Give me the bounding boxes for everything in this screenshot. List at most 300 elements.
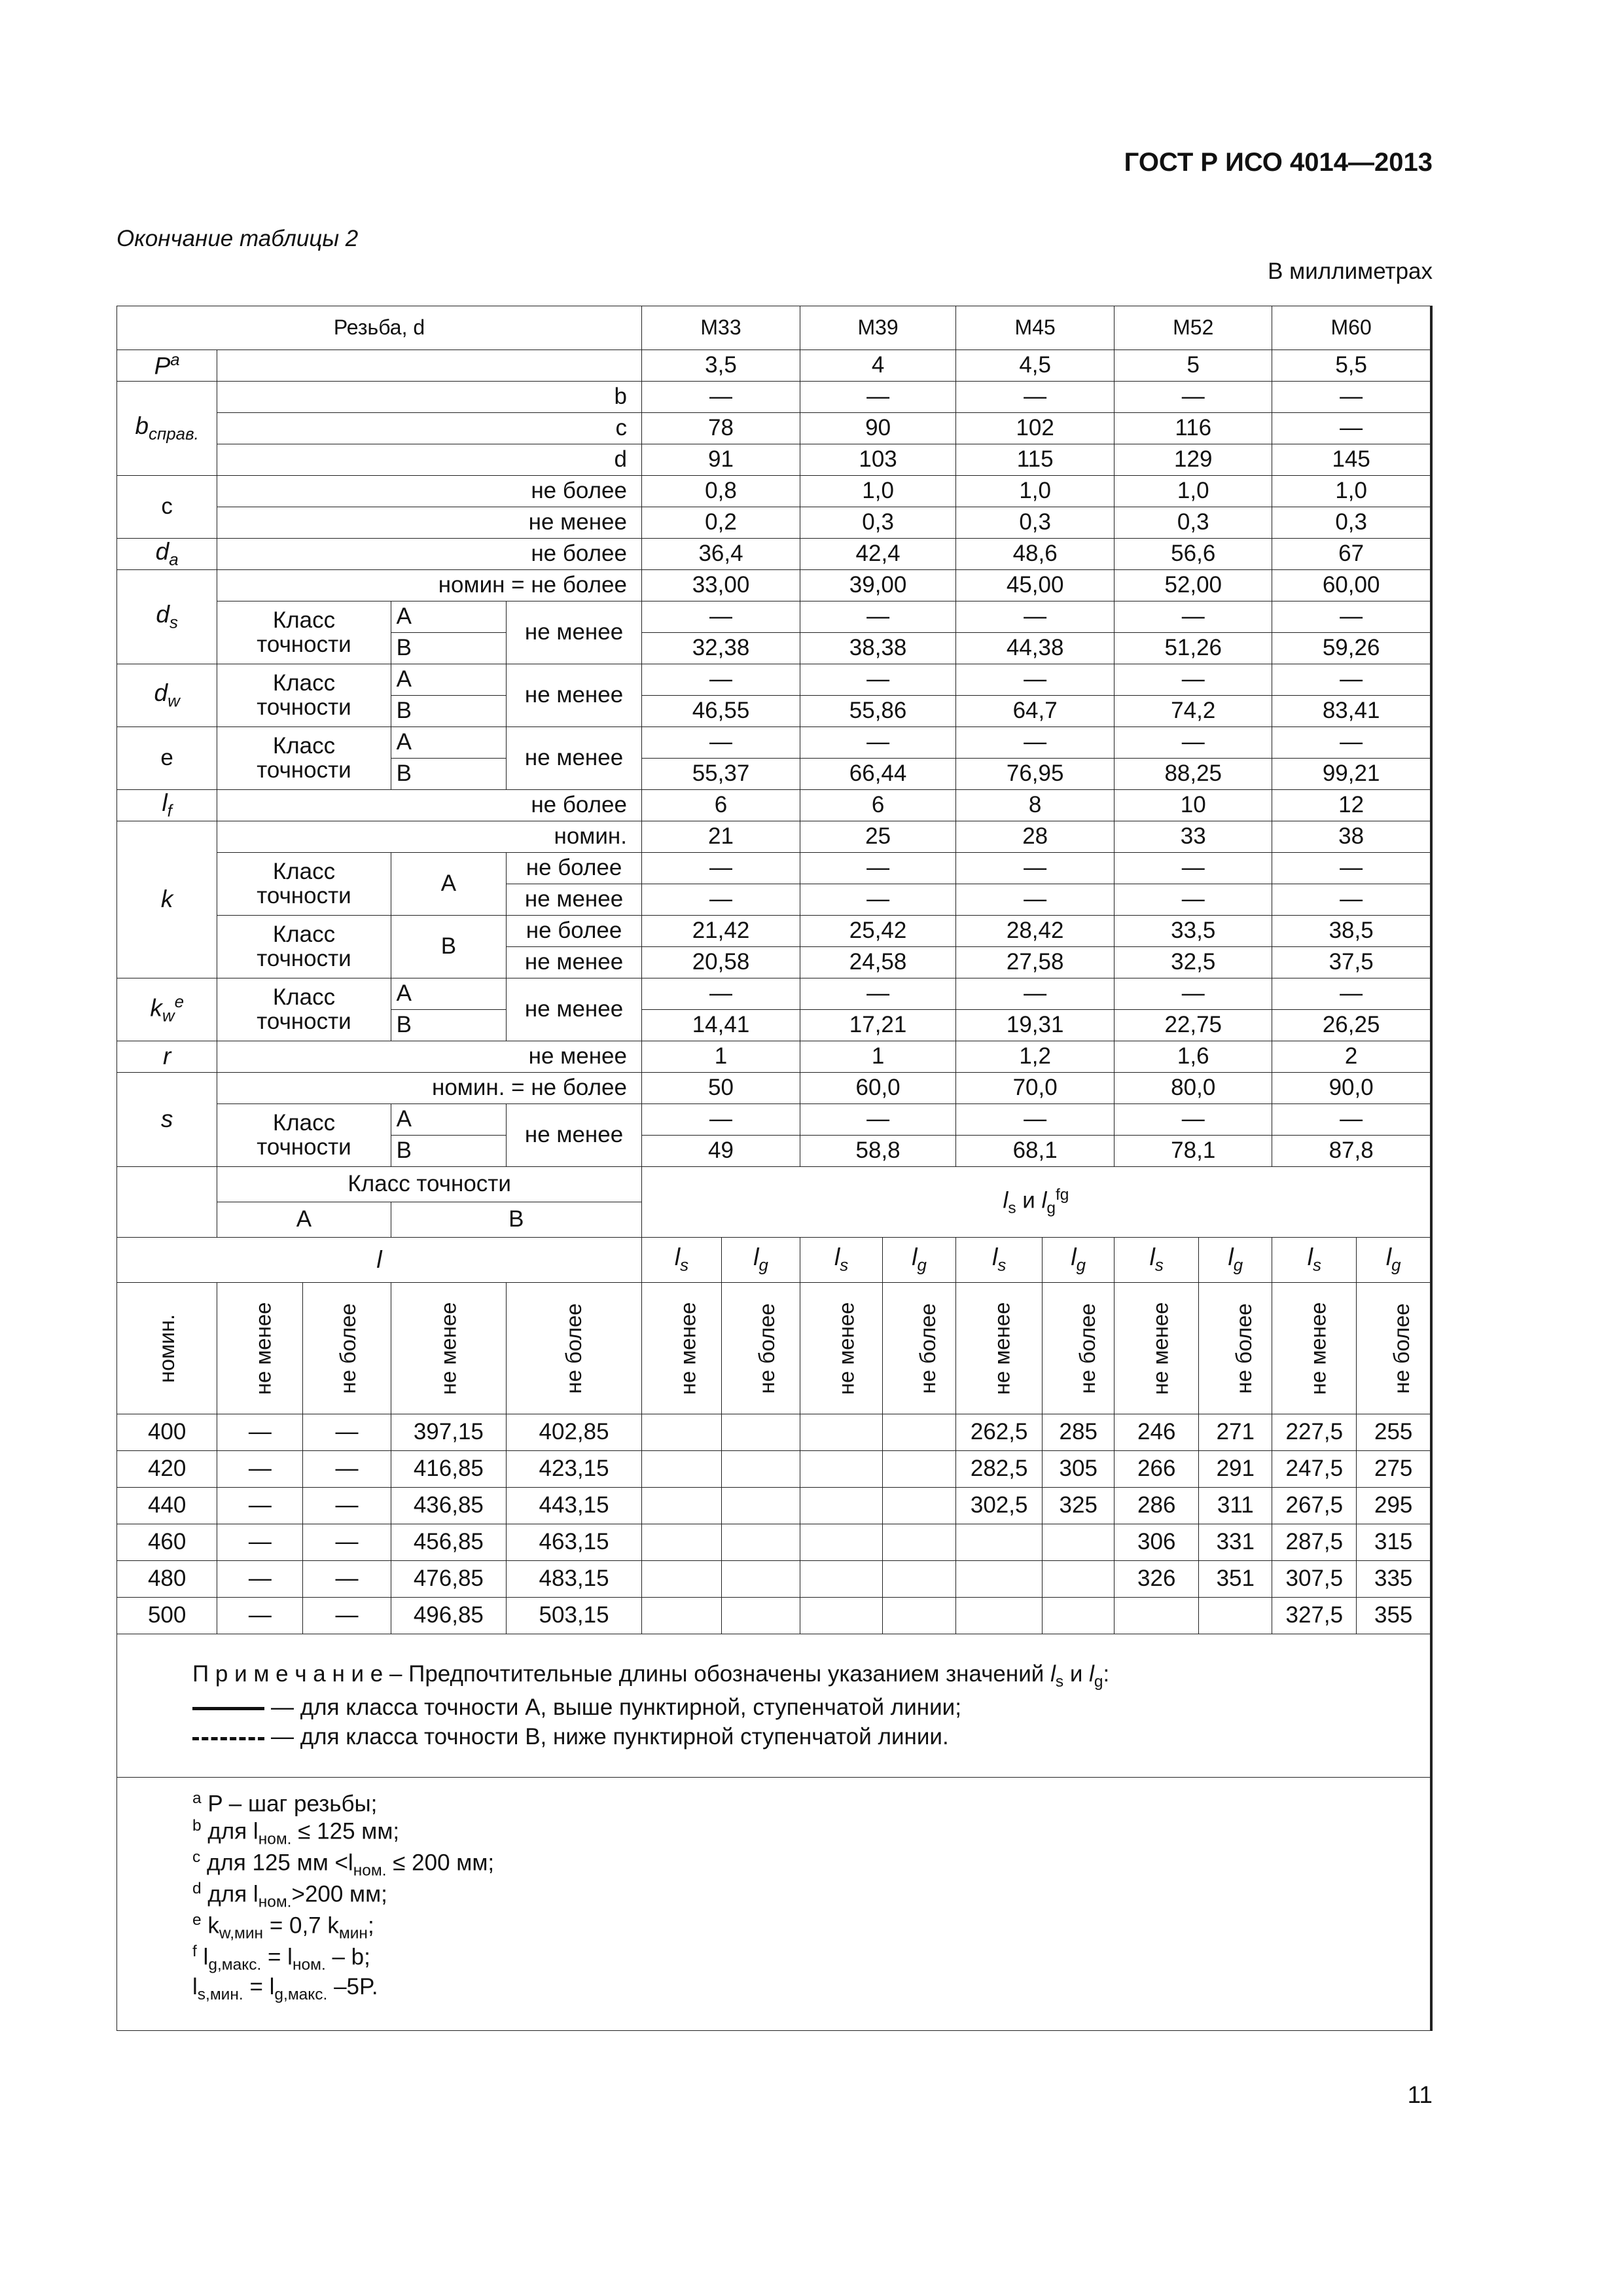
limit-label: не менее: [217, 1041, 642, 1073]
footnote-text: для 125 мм <l: [206, 1850, 353, 1876]
and-text: и: [1063, 1661, 1090, 1687]
value-cell: —: [1115, 601, 1272, 633]
vertical-label: не менее: [675, 1302, 700, 1395]
value-cell: 59,26: [1272, 633, 1431, 664]
lg-col-header: [1199, 1238, 1272, 1283]
a-max: —: [303, 1451, 391, 1488]
lf-symbol: [117, 790, 217, 821]
value-cell: —: [956, 1104, 1115, 1136]
class-label-2: точности: [257, 631, 351, 657]
thread-size: M52: [1115, 306, 1272, 350]
symbol-sub: g: [917, 1256, 927, 1275]
vertical-label: не менее: [1148, 1302, 1173, 1395]
value-cell: 1,2: [956, 1041, 1115, 1073]
lg-value: 255: [1357, 1414, 1431, 1451]
value-cell: 1: [641, 1041, 800, 1073]
class-b: B: [391, 916, 507, 978]
lg-value: [722, 1598, 800, 1634]
lg-value: 291: [1199, 1451, 1272, 1488]
empty-cell: [117, 1167, 217, 1238]
symbol: l: [674, 1244, 681, 1271]
a-max: —: [303, 1414, 391, 1451]
footnote-text: для l: [207, 1881, 259, 1907]
limit-label: номин = не более: [217, 570, 642, 601]
footnote-sub: ном.: [292, 1956, 326, 1974]
class-label-2: точности: [257, 757, 351, 783]
symbol-sub: f: [167, 802, 172, 821]
ls-value: 307,5: [1272, 1561, 1357, 1598]
value-cell: —: [1272, 382, 1431, 413]
nominal-length: 440: [117, 1488, 217, 1524]
lg-value: [1043, 1524, 1115, 1561]
value-cell: 90: [800, 413, 956, 444]
value-cell: —: [956, 664, 1115, 696]
a-max: —: [303, 1598, 391, 1634]
symbol-sub: a: [169, 550, 179, 569]
value-cell: 56,6: [1115, 539, 1272, 570]
value-cell: —: [1272, 884, 1431, 916]
footnote-text: l: [192, 1974, 198, 2000]
limit-label: не менее: [507, 884, 642, 916]
value-cell: 87,8: [1272, 1136, 1431, 1167]
lg-value: [883, 1524, 956, 1561]
ls-value: [1115, 1598, 1199, 1634]
lg-value: [722, 1524, 800, 1561]
value-cell: —: [1115, 1104, 1272, 1136]
value-cell: 67: [1272, 539, 1431, 570]
footnote-text: k: [207, 1912, 219, 1939]
thread-header: [117, 306, 642, 350]
value-cell: 1,0: [1115, 476, 1272, 507]
symbol-sub: g: [1391, 1256, 1401, 1275]
class-b: B: [391, 696, 507, 727]
kw-symbol: [117, 978, 217, 1041]
value-cell: 51,26: [1115, 633, 1272, 664]
value-cell: 37,5: [1272, 947, 1431, 978]
thread-size: M60: [1272, 306, 1431, 350]
value-cell: —: [1115, 978, 1272, 1010]
class-b-header: B: [391, 1202, 641, 1238]
value-cell: 0,3: [956, 507, 1115, 539]
a-max-vertical: [303, 1283, 391, 1414]
footnote-sub: ном.: [258, 1830, 292, 1848]
footnote-mark: b: [192, 1816, 202, 1835]
value-cell: —: [1272, 413, 1431, 444]
ls-col-header: [1272, 1238, 1357, 1283]
text: l: [376, 1246, 382, 1273]
lg-value: [883, 1488, 956, 1524]
b-max-vertical: [507, 1283, 642, 1414]
class-label: [217, 727, 391, 790]
note-title: П р и м е ч а н и е: [192, 1661, 383, 1687]
p-symbol: [117, 350, 217, 382]
class-label-1: Класс: [272, 921, 336, 947]
table-row: [117, 1777, 1432, 2030]
footnote-sub: ном.: [353, 1861, 387, 1880]
symbol-sub: s: [169, 613, 178, 632]
table-row: [117, 1598, 1432, 1634]
vertical-label: номин.: [154, 1314, 179, 1383]
a-max: —: [303, 1561, 391, 1598]
value-cell: 90,0: [1272, 1073, 1431, 1104]
b-min-vertical: [391, 1283, 507, 1414]
lg-value: [1043, 1598, 1115, 1634]
note-line-a: — для класса точности A, выше пунктирной, ступенчатой линии;: [271, 1694, 961, 1720]
units-label: В миллиметрах: [1268, 259, 1433, 284]
lg-value: 355: [1357, 1598, 1431, 1634]
limit-label: не менее: [217, 507, 642, 539]
footnote-sub: g,макс.: [208, 1956, 262, 1974]
b-min: 436,85: [391, 1488, 507, 1524]
footnote-text: l: [203, 1944, 209, 1970]
footnote-sub: w,мин: [219, 1924, 264, 1943]
value-cell: 24,58: [800, 947, 956, 978]
footnote: [192, 1911, 1430, 1943]
class-a: A: [391, 978, 507, 1010]
lg-max-vertical: [1043, 1283, 1115, 1414]
value-cell: —: [1272, 978, 1431, 1010]
table-row: [117, 382, 1432, 413]
lg-value: [722, 1561, 800, 1598]
ls-col-header: [641, 1238, 721, 1283]
thread-label: Резьба, d: [333, 315, 425, 340]
lg-value: [1043, 1561, 1115, 1598]
value-cell: —: [800, 664, 956, 696]
table-row: [117, 821, 1432, 853]
table-row: [117, 1561, 1432, 1598]
value-cell: —: [1272, 853, 1431, 884]
value-cell: 102: [956, 413, 1115, 444]
ls-min-vertical: [800, 1283, 883, 1414]
value-cell: 76,95: [956, 759, 1115, 790]
lg-value: 305: [1043, 1451, 1115, 1488]
lg-value: 331: [1199, 1524, 1272, 1561]
value-cell: —: [641, 664, 800, 696]
table-row: [117, 1414, 1432, 1451]
lg-value: 275: [1357, 1451, 1431, 1488]
ls-value: 282,5: [956, 1451, 1043, 1488]
value-cell: 8: [956, 790, 1115, 821]
value-cell: —: [641, 382, 800, 413]
footnote-after: = l: [243, 1974, 275, 2000]
lg-value: [883, 1561, 956, 1598]
footnote-sub: мин: [338, 1924, 368, 1943]
class-label-2: точности: [257, 1134, 351, 1160]
ls-value: [641, 1414, 721, 1451]
ls-value: [641, 1488, 721, 1524]
footnote: [192, 1848, 1430, 1880]
value-cell: 0,2: [641, 507, 800, 539]
value-cell: 27,58: [956, 947, 1115, 978]
table-row: [117, 350, 1432, 382]
ls-value: [800, 1451, 883, 1488]
footnote-after: ≤ 200 мм;: [386, 1850, 495, 1876]
table-row: [117, 1488, 1432, 1524]
vertical-label: не более: [915, 1302, 940, 1394]
footnote-mark: e: [192, 1910, 202, 1929]
symbol-sub: s: [1312, 1256, 1321, 1275]
class-label-1: Класс: [272, 984, 336, 1010]
table-row: [117, 306, 1432, 350]
ls-value: 287,5: [1272, 1524, 1357, 1561]
limit-label: номин.: [217, 821, 642, 853]
value-cell: 25,42: [800, 916, 956, 947]
lg-value: [1199, 1598, 1272, 1634]
value-cell: 1,0: [956, 476, 1115, 507]
value-cell: 83,41: [1272, 696, 1431, 727]
class-b: B: [391, 759, 507, 790]
ls-value: 247,5: [1272, 1451, 1357, 1488]
lg-value: 351: [1199, 1561, 1272, 1598]
value-cell: 45,00: [956, 570, 1115, 601]
value-cell: —: [956, 978, 1115, 1010]
b-max: 503,15: [507, 1598, 642, 1634]
limit-label: номин. = не более: [217, 1073, 642, 1104]
symbol: l: [1228, 1244, 1234, 1271]
lsg-sup: fg: [1055, 1186, 1069, 1204]
value-cell: 91: [641, 444, 800, 476]
value-cell: 4,5: [956, 350, 1115, 382]
ls-value: 306: [1115, 1524, 1199, 1561]
table-row: [117, 1104, 1432, 1136]
value-cell: 4: [800, 350, 956, 382]
class-b: B: [391, 1010, 507, 1041]
limit-label: не более: [217, 476, 642, 507]
symbol: P: [154, 352, 171, 380]
symbol: l: [834, 1244, 840, 1271]
value-cell: —: [641, 884, 800, 916]
thread-size: M45: [956, 306, 1115, 350]
ls-col-header: [956, 1238, 1043, 1283]
limit-label: не более: [507, 853, 642, 884]
value-cell: 46,55: [641, 696, 800, 727]
value-cell: —: [641, 853, 800, 884]
value-cell: 14,41: [641, 1010, 800, 1041]
b-min: 476,85: [391, 1561, 507, 1598]
symbol: k: [150, 994, 162, 1022]
empty-cell: [217, 350, 642, 382]
value-cell: 28,42: [956, 916, 1115, 947]
footnote: [192, 1817, 1430, 1848]
ls-value: [956, 1598, 1043, 1634]
value-cell: 55,37: [641, 759, 800, 790]
value-cell: 38,5: [1272, 916, 1431, 947]
symbol-sub: s: [997, 1256, 1007, 1275]
class-a: A: [391, 1104, 507, 1136]
footnote-after: = l: [261, 1944, 293, 1970]
footnote-after: –5P.: [327, 1974, 378, 2000]
limit-label: не менее: [507, 978, 642, 1041]
ls-value: [641, 1524, 721, 1561]
lg-max-vertical: [883, 1283, 956, 1414]
value-cell: —: [956, 382, 1115, 413]
value-cell: 66,44: [800, 759, 956, 790]
document-title: ГОСТ Р ИСО 4014—2013: [1124, 148, 1433, 177]
table-row: [117, 978, 1432, 1010]
b-sub-label: b: [217, 382, 642, 413]
class-label-1: Класс: [272, 1109, 336, 1136]
ls-value: [641, 1561, 721, 1598]
value-cell: 25: [800, 821, 956, 853]
value-cell: 145: [1272, 444, 1431, 476]
table-row: [117, 476, 1432, 507]
lg-sub: g: [1094, 1673, 1103, 1691]
footnote-after: ≤ 125 мм;: [291, 1818, 400, 1844]
vertical-label: не более: [1075, 1302, 1100, 1394]
class-label-1: Класс: [272, 607, 336, 633]
lg-symbol: l: [1041, 1187, 1047, 1213]
symbol: d: [156, 600, 169, 628]
k-symbol: [117, 821, 217, 978]
footnote-after: >200 мм;: [291, 1881, 387, 1907]
value-cell: —: [800, 1104, 956, 1136]
limit-label: не менее: [507, 1104, 642, 1167]
table-caption: Окончание таблицы 2: [116, 226, 359, 251]
footnote-mark: a: [192, 1789, 202, 1807]
value-cell: 49: [641, 1136, 800, 1167]
vertical-label: не менее: [1306, 1302, 1330, 1395]
ls-value: 326: [1115, 1561, 1199, 1598]
class-label: [217, 1104, 391, 1167]
value-cell: 39,00: [800, 570, 956, 601]
value-cell: —: [800, 978, 956, 1010]
class-b: B: [391, 633, 507, 664]
da-symbol: [117, 539, 217, 570]
ls-value: 267,5: [1272, 1488, 1357, 1524]
nominal-length: 460: [117, 1524, 217, 1561]
table-row: [117, 1283, 1432, 1414]
thread-size: M39: [800, 306, 956, 350]
symbol-sub: s: [840, 1256, 849, 1275]
table-row: [117, 1524, 1432, 1561]
class-label: [217, 916, 391, 978]
value-cell: 20,58: [641, 947, 800, 978]
symbol-sub: справ.: [149, 425, 199, 444]
class-header: Класс точности: [217, 1167, 642, 1202]
note-cell: [117, 1634, 1432, 1778]
value-cell: 64,7: [956, 696, 1115, 727]
symbol: l: [912, 1244, 918, 1271]
value-cell: 44,38: [956, 633, 1115, 664]
table-row: [117, 1041, 1432, 1073]
lg-value: 285: [1043, 1414, 1115, 1451]
footnote-mark: d: [192, 1879, 202, 1897]
symbol: l: [1307, 1244, 1313, 1271]
value-cell: 70,0: [956, 1073, 1115, 1104]
a-min: —: [217, 1524, 303, 1561]
symbol-sub: w: [162, 1007, 175, 1026]
lg-sub: g: [1046, 1199, 1056, 1217]
value-cell: —: [641, 1104, 800, 1136]
ls-min-vertical: [956, 1283, 1043, 1414]
ds-symbol: [117, 570, 217, 664]
lg-col-header: [883, 1238, 956, 1283]
class-a: A: [391, 601, 507, 633]
value-cell: 33,00: [641, 570, 800, 601]
symbol: d: [155, 537, 169, 565]
table-row: [117, 507, 1432, 539]
a-min: —: [217, 1451, 303, 1488]
ls-value: 227,5: [1272, 1414, 1357, 1451]
footnote-mark: c: [192, 1848, 201, 1866]
symbol-sub: w: [168, 692, 180, 711]
lg-symbol: l: [1089, 1661, 1094, 1687]
value-cell: —: [1272, 601, 1431, 633]
class-b: B: [391, 1136, 507, 1167]
table-row: [117, 539, 1432, 570]
table-row: [117, 1167, 1432, 1202]
value-cell: 116: [1115, 413, 1272, 444]
text: c: [161, 493, 173, 520]
value-cell: —: [1115, 382, 1272, 413]
table-row: [117, 1073, 1432, 1104]
value-cell: —: [641, 601, 800, 633]
lg-value: 311: [1199, 1488, 1272, 1524]
limit-label: не менее: [507, 727, 642, 790]
value-cell: 6: [800, 790, 956, 821]
l-symbol: [117, 1238, 642, 1283]
lg-max-vertical: [1357, 1283, 1431, 1414]
nominal-length: 420: [117, 1451, 217, 1488]
value-cell: 22,75: [1115, 1010, 1272, 1041]
value-cell: —: [1272, 664, 1431, 696]
value-cell: 103: [800, 444, 956, 476]
text: r: [163, 1043, 171, 1070]
value-cell: —: [1115, 884, 1272, 916]
value-cell: 129: [1115, 444, 1272, 476]
class-label: [217, 664, 391, 727]
vertical-label: не более: [336, 1302, 361, 1394]
value-cell: 32,5: [1115, 947, 1272, 978]
note-line-b: — для класса точности B, ниже пунктирной ступенчатой линии.: [271, 1724, 949, 1750]
symbol-sub: s: [1154, 1256, 1164, 1275]
and-text: и: [1016, 1187, 1042, 1213]
limit-label: не более: [217, 790, 642, 821]
table-body: [117, 306, 1432, 2031]
value-cell: 5: [1115, 350, 1272, 382]
vertical-label: не более: [1389, 1302, 1414, 1394]
lg-value: 315: [1357, 1524, 1431, 1561]
symbol-sub: g: [758, 1256, 768, 1275]
value-cell: 38: [1272, 821, 1431, 853]
b-min: 456,85: [391, 1524, 507, 1561]
ls-value: [800, 1598, 883, 1634]
value-cell: 1,0: [800, 476, 956, 507]
footnote-sub: s,мин.: [197, 1986, 243, 2004]
lg-value: [722, 1414, 800, 1451]
symbol: b: [135, 412, 149, 439]
symbol-sub: s: [680, 1256, 689, 1275]
b-sub-label: c: [217, 413, 642, 444]
ls-value: 327,5: [1272, 1598, 1357, 1634]
class-label-1: Класс: [272, 732, 336, 759]
ls-col-header: [800, 1238, 883, 1283]
a-max: —: [303, 1488, 391, 1524]
ls-value: [800, 1524, 883, 1561]
value-cell: 5,5: [1272, 350, 1431, 382]
value-cell: 60,00: [1272, 570, 1431, 601]
b-sub-label: d: [217, 444, 642, 476]
ls-value: [800, 1488, 883, 1524]
value-cell: 74,2: [1115, 696, 1272, 727]
b-min: 416,85: [391, 1451, 507, 1488]
vertical-label: не менее: [436, 1302, 461, 1395]
lg-max-vertical: [722, 1283, 800, 1414]
value-cell: 60,0: [800, 1073, 956, 1104]
value-cell: 115: [956, 444, 1115, 476]
value-cell: 17,21: [800, 1010, 956, 1041]
a-min: —: [217, 1598, 303, 1634]
